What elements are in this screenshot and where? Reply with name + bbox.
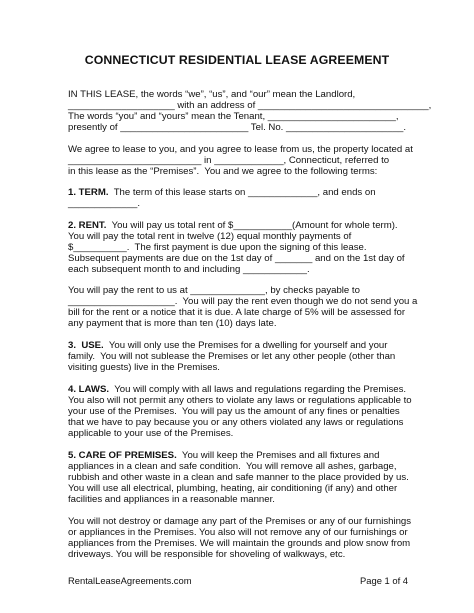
term-heading: 1. TERM. <box>68 187 109 198</box>
footer-page-number: Page 1 of 4 <box>360 575 408 586</box>
care-line-1 <box>68 450 379 461</box>
use-line-1 <box>68 340 387 351</box>
rent-line-5: each subsequent month to and including ____________. <box>68 264 310 275</box>
laws-line-2: You also will not permit any others to violate any laws or regulations applicable to <box>68 395 412 406</box>
laws-text: You will comply with all laws and regulations regarding the Premises. <box>114 384 407 395</box>
care-line-5: facilities and appliances in a reasonable manner. <box>68 494 275 505</box>
intro-line-1: IN THIS LEASE, the words “we”, “us”, and “our” mean the Landlord, <box>68 89 356 100</box>
damage-line-1: You will not destroy or damage any part of the Premises or any of our furnishings <box>68 516 412 527</box>
damage-line-3: appliances from the Premises. We will maintain the grounds and plow snow from <box>68 538 411 549</box>
term-line-2: _____________. <box>68 198 141 209</box>
rent-pay-line-3: bill for the rent or a notice that it is due. A late charge of 5% will be assessed for <box>68 307 406 318</box>
rent-pay-line-4: any payment that is more than ten (10) days late. <box>68 318 277 329</box>
intro-line-4: presently of ________________________ Tel. No. ______________________. <box>68 122 407 133</box>
care-line-2: appliances in a clean and safe condition. You will remove all ashes, garbage, <box>68 461 397 472</box>
care-line-4: You will use all electrical, plumbing, heating, air conditioning (if any) and other <box>68 483 398 494</box>
laws-heading: 4. LAWS. <box>68 384 110 395</box>
rent-line-2: You will pay the total rent in twelve (12) equal monthly payments of <box>68 231 352 242</box>
term-line-1 <box>68 187 376 198</box>
use-heading: 3. USE. <box>68 340 104 351</box>
rent-heading: 2. RENT. <box>68 220 107 231</box>
intro-line-3: The words “you” and “yours” mean the Tenant, ________________________, <box>68 111 399 122</box>
rent-line-4: Subsequent payments are due on the 1st day of _______ and on the 1st day of <box>68 253 405 264</box>
premises-line-2: _________________________ in _____________, Connecticut, referred to <box>68 155 390 166</box>
care-text: You will keep the Premises and all fixtures and <box>181 450 380 461</box>
laws-line-4: that we have to pay because you or any others violated any laws or regulations <box>68 417 404 428</box>
term-text: The term of this lease starts on _____________, and ends on <box>113 187 376 198</box>
rent-line-1 <box>68 220 398 231</box>
care-heading: 5. CARE OF PREMISES. <box>68 450 177 461</box>
rent-text: You will pay us total rent of $___________(Amount for whole term). <box>111 220 398 231</box>
use-line-3: visiting guests) live in the Premises. <box>68 362 220 373</box>
document-title: CONNECTICUT RESIDENTIAL LEASE AGREEMENT <box>84 53 390 67</box>
rent-pay-line-2: ____________________. You will pay the rent even though we do not send you a <box>68 296 418 307</box>
laws-line-1 <box>68 384 406 395</box>
rent-line-3: $__________. The first payment is due upon the signing of this lease. <box>68 242 367 253</box>
laws-line-5: applicable to your use of the Premises. <box>68 428 234 439</box>
premises-line-3: in this lease as the “Premises”. You and we agree to the following terms: <box>68 166 378 177</box>
premises-line-1: We agree to lease to you, and you agree to lease from us, the property located at <box>68 144 413 155</box>
use-line-2: family. You will not sublease the Premises or let any other people (other than <box>68 351 396 362</box>
damage-line-4: driveways. You will be responsible for shoveling of walkways, etc. <box>68 549 346 560</box>
intro-line-2: ____________________ with an address of ________________________________, <box>68 100 432 111</box>
rent-pay-line-1: You will pay the rent to us at ______________, by checks payable to <box>68 285 360 296</box>
use-text: You will only use the Premises for a dwelling for yourself and your <box>108 340 388 351</box>
laws-line-3: your use of the Premises. You will pay us the amount of any fines or penalties <box>68 406 400 417</box>
footer-site: RentalLeaseAgreements.com <box>68 575 192 586</box>
care-line-3: rubbish and other waste in a clean and safe manner to the place provided by us. <box>68 472 409 483</box>
damage-line-2: or appliances in the Premises. You also will not remove any of our furnishings or <box>68 527 408 538</box>
